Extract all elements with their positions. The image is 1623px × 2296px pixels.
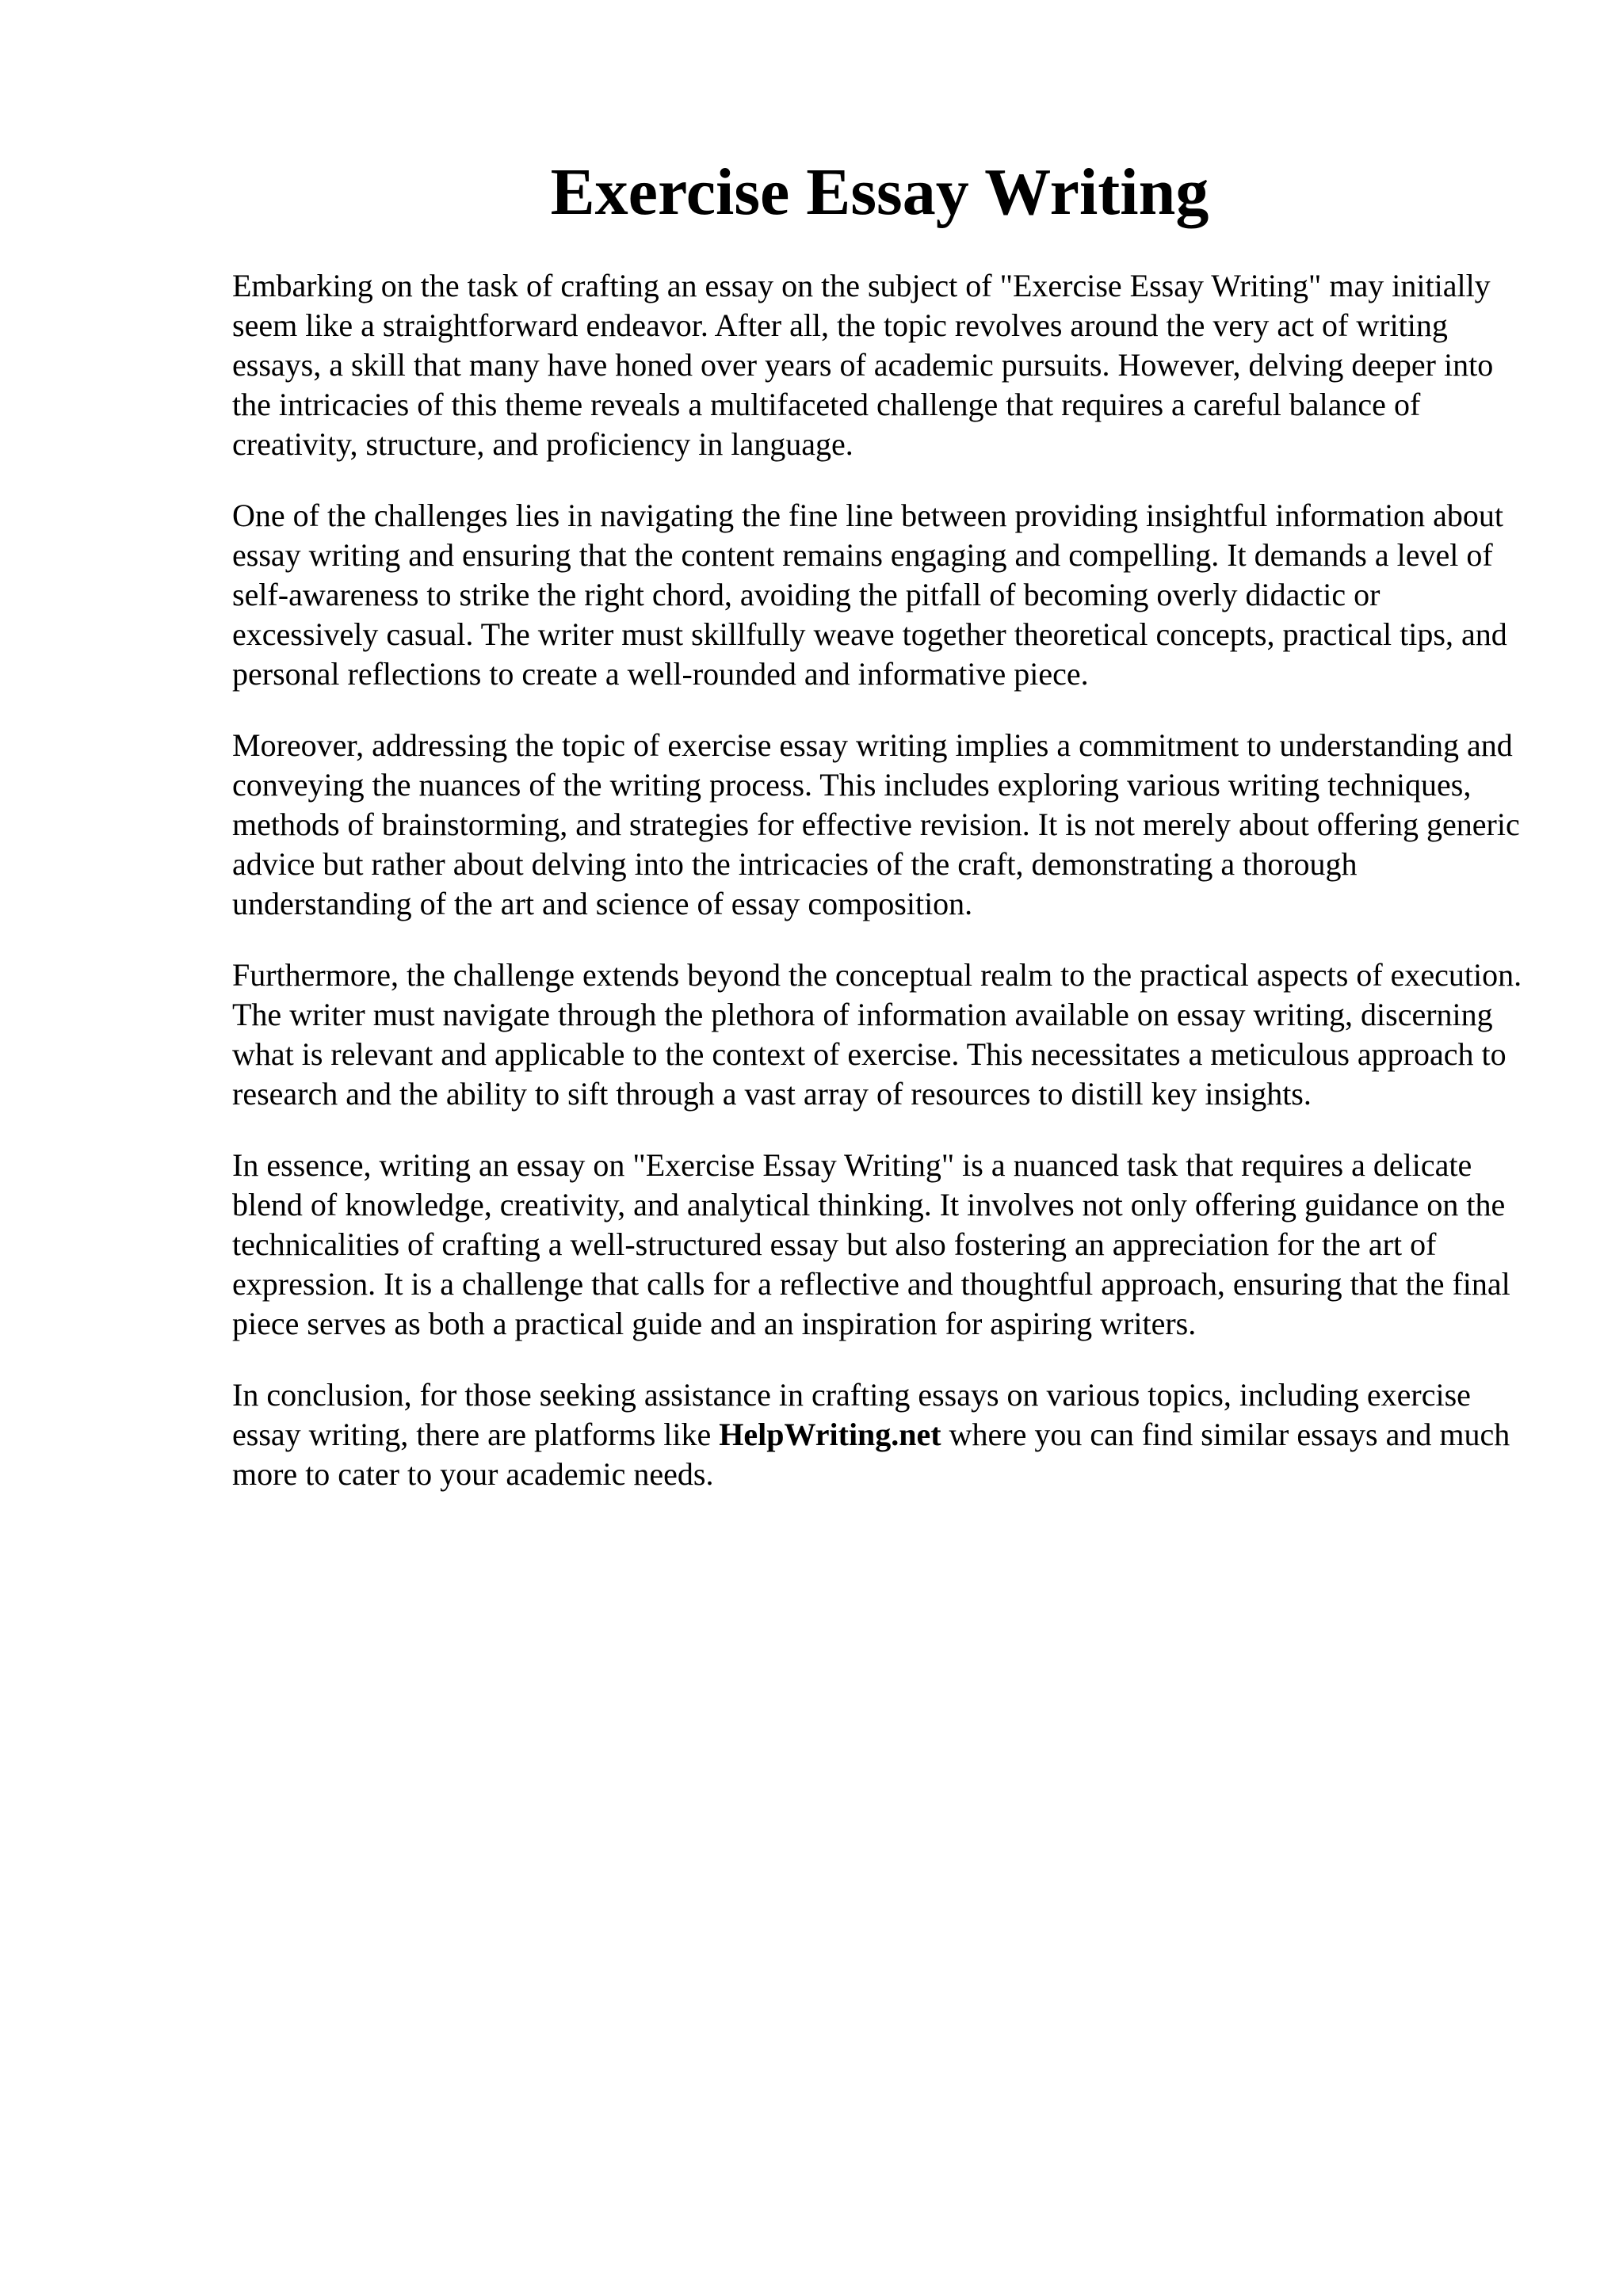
- paragraph-4: Furthermore, the challenge extends beyond the conceptual realm to the practical aspects of execution. The writer must navigate through the plethora of information available on essay writing, discerning what is relevant and applicable to the context of exercise. This necessitates a meticulous approach to research and the ability to sift through a vast array of resources to distill key insights.: [232, 957, 1522, 1112]
- paragraph-3: Moreover, addressing the topic of exercise essay writing implies a commitment to understanding and conveying the nuances of the writing process. This includes exploring various writing techniques, methods of brainstorming, and strategies for effective revision. It is not merely about offering generic advice but rather about delving into the intricacies of the craft, demonstrating a thorough understanding of the art and science of essay composition.: [232, 727, 1520, 921]
- document-title: Exercise Essay Writing: [550, 155, 1209, 229]
- paragraph-1: Embarking on the task of crafting an essay on the subject of "Exercise Essay Writing" may initially seem like a straightforward endeavor. After all, the topic revolves around the very act of writing essays, a skill that many have honed over years of academic pursuits. However, delving deeper into the intricacies of this theme reveals a multifaceted challenge that requires a careful balance of creativity, structure, and proficiency in language.: [232, 268, 1494, 462]
- brand-name: HelpWriting.net: [719, 1417, 941, 1452]
- paragraph-5: In essence, writing an essay on "Exercise Essay Writing" is a nuanced task that requires a delicate blend of knowledge, creativity, and analytical thinking. It involves not only offering guidance on the technicalities of crafting a well-structured essay but also fostering an appreciation for the art of expression. It is a challenge that calls for a reflective and thoughtful approach, ensuring that the final piece serves as both a practical guide and an inspiration for aspiring writers.: [232, 1147, 1510, 1341]
- conclusion-paragraph: [232, 1375, 1532, 1494]
- conclusion-text-after: where you can find similar essays and much more to cater to your academic needs.: [232, 1417, 1510, 1492]
- document-body: [232, 266, 1532, 1526]
- paragraph-2: One of the challenges lies in navigating the fine line between providing insightful information about essay writing and ensuring that the content remains engaging and compelling. It demands a level of self-awareness to strike the right chord, avoiding the pitfall of becoming overly didactic or excessively casual. The writer must skillfully weave together theoretical concepts, practical tips, and personal reflections to create a well-rounded and informative piece.: [232, 498, 1507, 692]
- conclusion-text-before: In conclusion, for those seeking assistance in crafting essays on various topics, including exercise essay writing, there are platforms like: [232, 1377, 1471, 1452]
